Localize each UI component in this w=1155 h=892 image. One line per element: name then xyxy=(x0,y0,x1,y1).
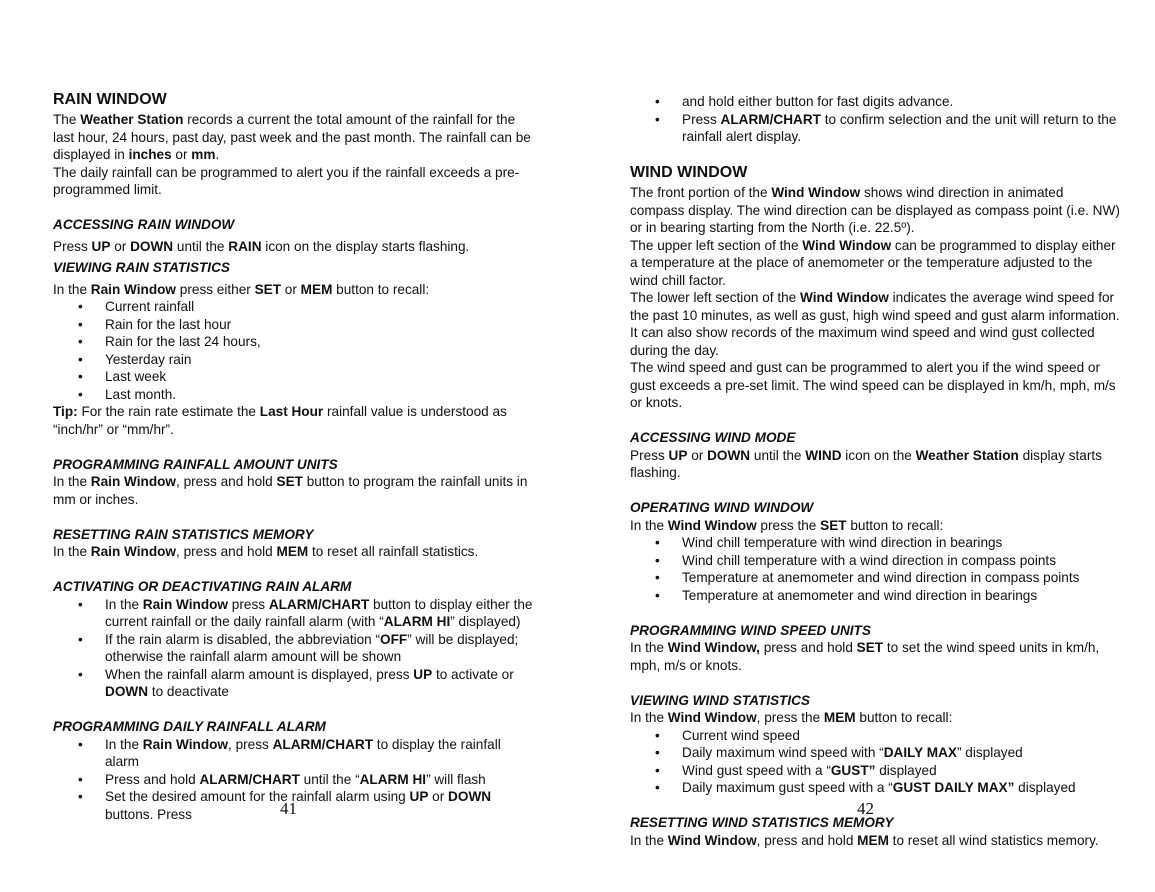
list-item: • Press and hold ALARM/CHART until the “ALARM HI” will flash xyxy=(53,771,533,789)
operating-wind-list xyxy=(630,534,1120,604)
wind-reset-heading: RESETTING WIND STATISTICS MEMORY xyxy=(630,815,894,830)
list-item: • Current rainfall xyxy=(53,298,533,316)
rain-statistics-list xyxy=(53,298,533,403)
rain-units-text: In the Rain Window, press and hold SET button to program the rainfall units in mm or inches. xyxy=(53,474,528,507)
wind-units-text: In the Wind Window, press and hold SET to set the wind speed units in km/h, mph, m/s or knots. xyxy=(630,640,1100,673)
wind-statistics-list xyxy=(630,727,1120,797)
list-item: • Daily maximum gust speed with a “GUST DAILY MAX” displayed xyxy=(630,779,1120,797)
list-item: • In the Rain Window press ALARM/CHART button to display either the current rainfall or the daily rainfall alarm (with “ALARM HI” displayed) xyxy=(53,596,533,631)
list-item: • Daily maximum wind speed with “DAILY MAX” displayed xyxy=(630,744,1120,762)
accessing-rain-heading: ACCESSING RAIN WINDOW xyxy=(53,217,235,232)
rain-reset-heading: RESETTING RAIN STATISTICS MEMORY xyxy=(53,526,314,542)
paragraph: The wind speed and gust can be programmed to alert you if the wind speed or gust exceeds a pre-set limit. The wind speed can be displayed in km/h, mph, m/s or knots. xyxy=(630,360,1116,410)
accessing-rain-text: Press UP or DOWN until the RAIN icon on the display starts flashing. xyxy=(53,238,470,254)
rain-reset-text: In the Rain Window, press and hold MEM to reset all rainfall statistics. xyxy=(53,544,479,559)
list-item: • Temperature at anemometer and wind direction in compass points xyxy=(630,569,1120,587)
list-item: • If the rain alarm is disabled, the abbreviation “OFF” will be displayed; otherwise the rainfall alarm amount will be shown xyxy=(53,631,533,666)
wind-units-heading: PROGRAMMING WIND SPEED UNITS xyxy=(630,622,871,638)
list-item: • When the rainfall alarm amount is displayed, press UP to activate or DOWN to deactivate xyxy=(53,666,533,701)
rain-units-heading: PROGRAMMING RAINFALL AMOUNT UNITS xyxy=(53,456,338,472)
list-item: • Rain for the last hour xyxy=(53,316,533,334)
accessing-wind-heading: ACCESSING WIND MODE xyxy=(630,430,796,445)
list-item: • Wind chill temperature with a wind direction in compass points xyxy=(630,552,1120,570)
list-item: • Last month. xyxy=(53,386,533,404)
operating-wind-text: In the Wind Window press the SET button to recall: xyxy=(630,517,944,533)
viewing-wind-heading: VIEWING WIND STATISTICS xyxy=(630,692,810,708)
list-item: • Press ALARM/CHART to confirm selection and the unit will return to the rainfall alert display. xyxy=(630,111,1120,146)
wind-reset-text: In the Wind Window, press and hold MEM to reset all wind statistics memory. xyxy=(630,832,1099,848)
paragraph: The front portion of the Wind Window shows wind direction in animated compass display. The wind direction can be displayed as compass point (i.e. NW) or in bearing starting from the North (i.e. 22.5º). xyxy=(630,185,1120,235)
list-item: • Temperature at anemometer and wind direction in bearings xyxy=(630,587,1120,605)
list-item: • In the Rain Window, press ALARM/CHART to display the rainfall alarm xyxy=(53,736,533,771)
left-page xyxy=(53,90,533,823)
page-number-right: 42 xyxy=(857,799,874,818)
operating-wind-heading: OPERATING WIND WINDOW xyxy=(630,500,814,515)
rain-alarm-list xyxy=(53,596,533,701)
list-item: • Current wind speed xyxy=(630,727,1120,745)
list-item: • Rain for the last 24 hours, xyxy=(53,333,533,351)
wind-window-paras xyxy=(630,184,1120,412)
rain-window-title: RAIN WINDOW xyxy=(53,91,167,108)
right-page xyxy=(630,93,1120,849)
viewing-rain-text: In the Rain Window press either SET or MEM button to recall: xyxy=(53,281,430,297)
list-item: • Last week xyxy=(53,368,533,386)
accessing-wind-text: Press UP or DOWN until the WIND icon on the Weather Station display starts flashing. xyxy=(630,447,1102,480)
list-item: • Wind chill temperature with wind direction in bearings xyxy=(630,534,1120,552)
list-item: • Wind gust speed with a “GUST” displayed xyxy=(630,762,1120,780)
list-item: • Yesterday rain xyxy=(53,351,533,369)
paragraph: The lower left section of the Wind Window indicates the average wind speed for the past 10 minutes, as well as gust, high wind speed and gust alarm information. It can also show records of the maximum wind speed and wind gust collected during the day. xyxy=(630,290,1120,358)
page-number-left: 41 xyxy=(280,799,297,818)
wind-window-title: WIND WINDOW xyxy=(630,164,748,181)
viewing-rain-heading: VIEWING RAIN STATISTICS xyxy=(53,260,230,275)
rain-alarm-heading: ACTIVATING OR DEACTIVATING RAIN ALARM xyxy=(53,579,352,594)
list-item: • Set the desired amount for the rainfall alarm using UP or DOWN buttons. Press xyxy=(53,788,533,823)
continued-list xyxy=(630,93,1120,146)
rain-window-alert: The daily rainfall can be programmed to alert you if the rainfall exceeds a pre-programmed limit. xyxy=(53,164,520,197)
list-item: • and hold either button for fast digits advance. xyxy=(630,93,1120,111)
viewing-wind-text: In the Wind Window, press the MEM button to recall: xyxy=(630,710,953,725)
paragraph: The upper left section of the Wind Window can be programmed to display either a temperature at the place of anemometer or the temperature adjusted to the wind chill factor. xyxy=(630,237,1116,288)
rain-window-intro: The Weather Station records a current the total amount of the rainfall for the last hour, 24 hours, past day, past week and the past month. The rainfall can be displayed in inches or mm. xyxy=(53,112,531,162)
daily-alarm-heading: PROGRAMMING DAILY RAINFALL ALARM xyxy=(53,719,326,734)
rain-tip: Tip: For the rain rate estimate the Last Hour rainfall value is understood as “inch/hr” or “mm/hr”. xyxy=(53,404,507,437)
